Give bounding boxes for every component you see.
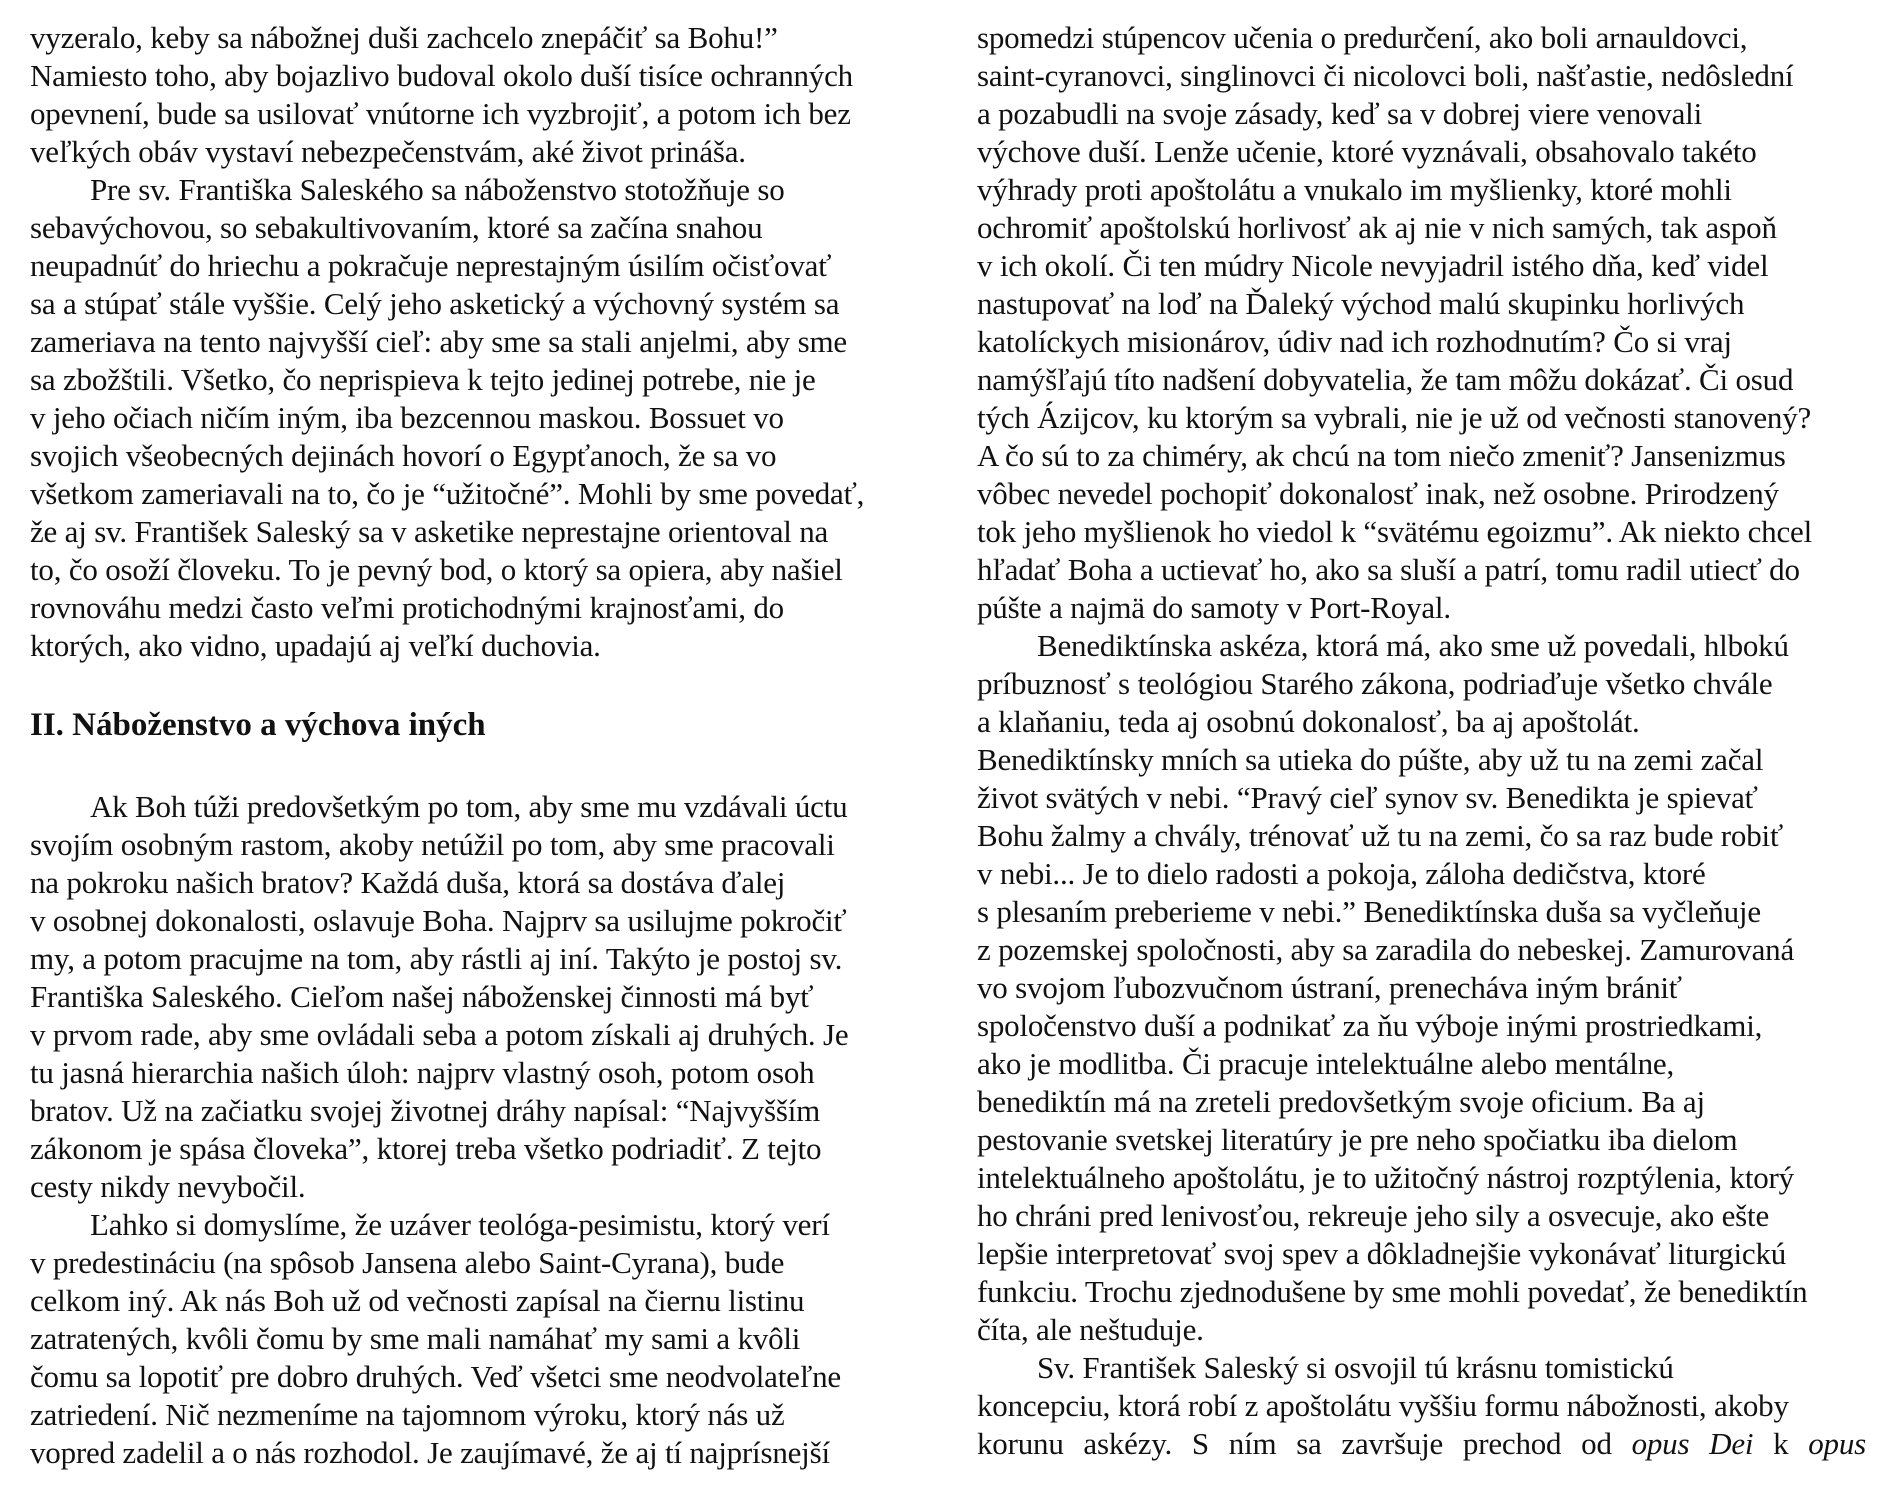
text-line: nastupovať na loď na Ďaleký východ malú skupinku horlivých [977,286,1745,321]
text-line: a klaňaniu, teda aj osobnú dokonalosť, ba aj apoštolát. [977,704,1640,739]
text-line: Benediktínsky mních sa utieka do púšte, aby už tu na zemi začal [977,742,1764,777]
text-line: rovnováhu medzi často veľmi protichodnými krajnosťami, do [30,590,784,625]
text-line: zákonom je spása človeka”, ktorej treba všetko podriadiť. Z tejto [30,1131,822,1166]
text-line: to, čo osoží človeku. To je pevný bod, o ktorý sa opiera, aby našiel [30,552,843,587]
text-line: benediktín má na zreteli predovšetkým svoje oficium. Ba aj [977,1084,1705,1119]
text-line: tok jeho myšlienok ho viedol k “svätému egoizmu”. Ak niekto chcel [977,514,1813,549]
text-line: na pokroku našich bratov? Každá duša, ktorá sa dostáva ďalej [30,865,786,900]
section-heading: II. Náboženstvo a výchova iných [30,707,486,743]
text-line: svojím osobným rastom, akoby netúžil po tom, aby sme pracovali [30,827,835,862]
text-line: ochromiť apoštolskú horlivosť ak aj nie v nich samých, tak aspoň [977,210,1777,245]
text-line: pestovanie svetskej literatúry je pre neho spočiatku iba dielom [977,1122,1738,1157]
text-line: bratov. Už na začiatku svojej životnej dráhy napísal: “Najvyšším [30,1093,821,1128]
text-line: Pre sv. Františka Saleského sa náboženstvo stotožňuje so [90,172,785,207]
text-line: svojich všeobecných dejinách hovorí o Egypťanoch, že sa vo [30,438,777,473]
text-line: ktorých, ako vidno, upadajú aj veľkí duchovia. [30,628,601,663]
text-line: vo svojom ľubozvučnom ústraní, prenecháva iným brániť [977,970,1682,1005]
text-line: veľkých obáv vystaví nebezpečenstvám, aké život prináša. [30,134,746,169]
text-line: v ich okolí. Či ten múdry Nicole nevyjadril istého dňa, keď videl [977,248,1769,283]
text-line: tých Ázijcov, ku ktorým sa vybrali, nie je už od večnosti stanovený? [977,400,1812,435]
text-line: cesty nikdy nevybočil. [30,1169,306,1204]
text-line: Sv. František Saleský si osvojil tú krásnu tomistickú [1037,1350,1674,1385]
text-line-mixed [977,1425,1866,1463]
text-line: tu jasná hierarchia našich úloh: najprv vlastný osoh, potom osoh [30,1055,815,1090]
text-line: v nebi... Je to dielo radosti a pokoja, záloha dedičstva, ktoré [977,856,1706,891]
text-line: vyzeralo, keby sa nábožnej duši zachcelo znepáčiť sa Bohu!” [30,20,778,55]
text-line: my, a potom pracujme na tom, aby rástli aj iní. Takýto je postoj sv. [30,941,843,976]
text-run: k [1753,1426,1809,1461]
text-line: v jeho očiach ničím iným, iba bezcennou maskou. Bossuet vo [30,400,784,435]
text-line: A čo sú to za chiméry, ak chcú na tom niečo zmeniť? Jansenizmus [977,438,1786,473]
text-line: sa zbožštili. Všetko, čo neprispieva k tejto jedinej potrebe, nie je [30,362,816,397]
text-line: čomu sa lopotiť pre dobro druhých. Veď všetci sme neodvolateľne [30,1359,841,1394]
text-line: Namiesto toho, aby bojazlivo budoval okolo duší tisíce ochranných [30,58,853,93]
text-line: namýšľajú títo nadšení dobyvatelia, že tam môžu dokázať. Či osud [977,362,1794,397]
text-line: výchove duší. Lenže učenie, ktoré vyznávali, obsahovalo takéto [977,134,1757,169]
text-line: že aj sv. František Saleský sa v asketike neprestajne orientoval na [30,514,829,549]
text-line: celkom iný. Ak nás Boh už od večnosti zapísal na čiernu listinu [30,1283,805,1318]
text-line: život svätých v nebi. “Pravý cieľ synov sv. Benedikta je spievať [977,780,1758,815]
text-line: intelektuálneho apoštolátu, je to užitočný nástroj rozptýlenia, ktorý [977,1160,1794,1195]
text-line: hľadať Boha a uctievať ho, ako sa sluší a patrí, tomu radil utiecť do [977,552,1800,587]
text-line: s plesaním preberieme v nebi.” Benediktínska duša sa vyčleňuje [977,894,1761,929]
text-line: v osobnej dokonalosti, oslavuje Boha. Najprv sa usilujme pokročiť [30,903,847,938]
text-line: z pozemskej spoločnosti, aby sa zaradila do nebeskej. Zamurovaná [977,932,1795,967]
text-line: saint-cyranovci, singlinovci či nicolovci boli, našťastie, nedôslední [977,58,1794,93]
text-line: ako je modlitba. Či pracuje intelektuálne alebo mentálne, [977,1046,1675,1081]
text-line: vôbec nevedel pochopiť dokonalosť inak, než osobne. Prirodzený [977,476,1779,511]
text-line: Benediktínska askéza, ktorá má, ako sme už povedali, hlbokú [1037,628,1789,663]
italic-term: opus Dei [1631,1426,1754,1461]
text-line: sebavýchovou, so sebakultivovaním, ktoré sa začína snahou [30,210,763,245]
text-line: opevnení, bude sa usilovať vnútorne ich vyzbrojiť, a potom ich bez [30,96,851,131]
text-line: v prvom rade, aby sme ovládali seba a potom získali aj druhých. Je [30,1017,849,1052]
text-line: Ak Boh túži predovšetkým po tom, aby sme mu vzdávali úctu [90,789,848,824]
text-line: všetkom zameriavali na to, čo je “užitočné”. Mohli by sme povedať, [30,476,865,511]
text-line: ho chráni pred lenivosťou, rekreuje jeho sily a osvecuje, ako ešte [977,1198,1769,1233]
text-line: koncepciu, ktorá robí z apoštolátu vyššiu formu nábožnosti, akoby [977,1388,1789,1423]
text-line: zameriava na tento najvyšší cieľ: aby sme sa stali anjelmi, aby sme [30,324,847,359]
text-line: zatriedení. Nič nezmeníme na tajomnom výroku, ktorý nás už [30,1397,785,1432]
text-line: lepšie interpretovať svoj spev a dôkladnejšie vykonávať liturgickú [977,1236,1787,1271]
text-line: Ľahko si domyslíme, že uzáver teológa-pesimistu, ktorý verí [90,1207,830,1242]
text-line: Františka Saleského. Cieľom našej náboženskej činnosti má byť [30,979,814,1014]
text-line: Bohu žalmy a chvály, trénovať už tu na zemi, čo sa raz bude robiť [977,818,1783,853]
text-line: a pozabudli na svoje zásady, keď sa v dobrej viere venovali [977,96,1702,131]
text-line: zatratených, kvôli čomu by sme mali namáhať my sami a kvôli [30,1321,801,1356]
text-run: korunu askézy. S ním sa završuje prechod od [977,1426,1632,1461]
text-line: spoločenstvo duší a podnikať za ňu výboje inými prostriedkami, [977,1008,1763,1043]
text-line: púšte a najmä do samoty v Port-Royal. [977,590,1451,625]
text-line: číta, ale neštuduje. [977,1312,1204,1347]
text-line: príbuznosť s teológiou Starého zákona, podriaďuje všetko chvále [977,666,1773,701]
text-line: vopred zadelil a o nás rozhodol. Je zaujímavé, že aj tí najprísnejší [30,1435,830,1470]
text-line: výhrady proti apoštolátu a vnukalo im myšlienky, ktoré mohli [977,172,1732,207]
text-line: katolíckych misionárov, údiv nad ich rozhodnutím? Čo si vraj [977,324,1732,359]
text-line: neupadnúť do hriechu a pokračuje neprestajným úsilím očisťovať [30,248,832,283]
italic-term: opus [1808,1426,1866,1461]
text-line: spomedzi stúpencov učenia o predurčení, ako boli arnauldovci, [977,20,1748,55]
text-line: v predestináciu (na spôsob Jansena alebo Saint-Cyrana), bude [30,1245,785,1280]
text-line: sa a stúpať stále vyššie. Celý jeho asketický a výchovný systém sa [30,286,840,321]
text-line: funkciu. Trochu zjednodušene by sme mohli povedať, že benediktín [977,1274,1808,1309]
